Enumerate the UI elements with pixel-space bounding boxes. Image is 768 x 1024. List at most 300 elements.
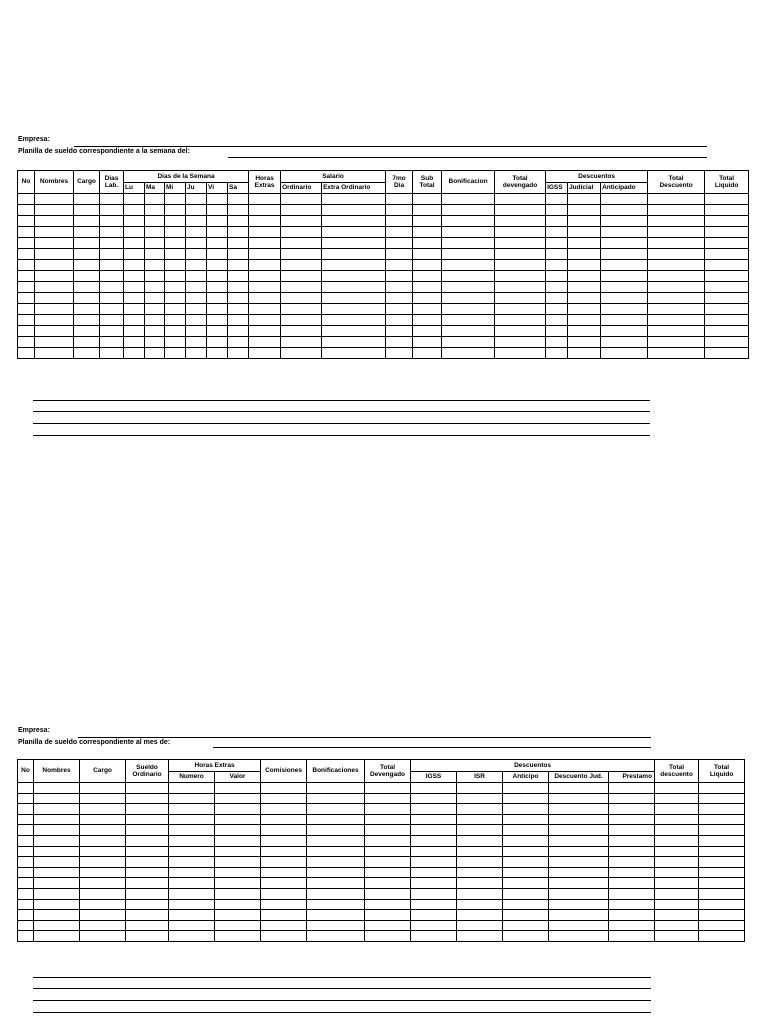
table-cell[interactable] — [549, 910, 609, 921]
table-cell[interactable] — [503, 857, 549, 868]
table-cell[interactable] — [386, 260, 413, 271]
table-cell[interactable] — [457, 814, 503, 825]
table-cell[interactable] — [457, 931, 503, 942]
table-cell[interactable] — [34, 910, 80, 921]
table-cell[interactable] — [100, 227, 124, 238]
table-cell[interactable] — [609, 899, 655, 910]
table-cell[interactable] — [411, 835, 457, 846]
table-cell[interactable] — [601, 205, 648, 216]
table-cell[interactable] — [35, 216, 74, 227]
table-cell[interactable] — [249, 260, 281, 271]
table-cell[interactable] — [126, 910, 169, 921]
table-cell[interactable] — [322, 260, 386, 271]
table-cell[interactable] — [457, 899, 503, 910]
table-cell[interactable] — [100, 282, 124, 293]
table-cell[interactable] — [503, 804, 549, 815]
table-cell[interactable] — [261, 846, 307, 857]
table-cell[interactable] — [442, 260, 495, 271]
table-cell[interactable] — [386, 238, 413, 249]
table-cell[interactable] — [386, 348, 413, 359]
table-cell[interactable] — [74, 304, 100, 315]
table-cell[interactable] — [307, 846, 365, 857]
table-cell[interactable] — [495, 337, 546, 348]
table-cell[interactable] — [705, 348, 749, 359]
table-cell[interactable] — [165, 304, 186, 315]
table-cell[interactable] — [228, 205, 249, 216]
table-cell[interactable] — [165, 227, 186, 238]
table-cell[interactable] — [411, 899, 457, 910]
table-cell[interactable] — [124, 315, 145, 326]
table-cell[interactable] — [546, 205, 568, 216]
table-cell[interactable] — [215, 846, 261, 857]
table-cell[interactable] — [228, 348, 249, 359]
table-cell[interactable] — [546, 271, 568, 282]
table-cell[interactable] — [281, 194, 322, 205]
table-cell[interactable] — [546, 282, 568, 293]
table-cell[interactable] — [568, 227, 601, 238]
table-cell[interactable] — [74, 260, 100, 271]
table-cell[interactable] — [165, 249, 186, 260]
table-cell[interactable] — [601, 227, 648, 238]
table-cell[interactable] — [546, 249, 568, 260]
table-cell[interactable] — [609, 910, 655, 921]
table-cell[interactable] — [186, 271, 207, 282]
table-cell[interactable] — [18, 825, 34, 836]
table-cell[interactable] — [705, 326, 749, 337]
table-cell[interactable] — [609, 814, 655, 825]
table-cell[interactable] — [365, 814, 411, 825]
table-cell[interactable] — [503, 783, 549, 794]
table-cell[interactable] — [495, 315, 546, 326]
table-cell[interactable] — [124, 348, 145, 359]
table-cell[interactable] — [35, 337, 74, 348]
table-cell[interactable] — [34, 835, 80, 846]
table-cell[interactable] — [655, 920, 699, 931]
table-cell[interactable] — [34, 920, 80, 931]
table-cell[interactable] — [568, 315, 601, 326]
table-cell[interactable] — [249, 271, 281, 282]
table-cell[interactable] — [549, 825, 609, 836]
table-cell[interactable] — [261, 825, 307, 836]
table-cell[interactable] — [100, 293, 124, 304]
table-cell[interactable] — [546, 260, 568, 271]
table-cell[interactable] — [145, 216, 165, 227]
monthly-notes-line[interactable] — [33, 988, 651, 989]
table-cell[interactable] — [648, 348, 705, 359]
table-cell[interactable] — [503, 899, 549, 910]
table-cell[interactable] — [705, 205, 749, 216]
table-cell[interactable] — [261, 857, 307, 868]
table-cell[interactable] — [18, 249, 35, 260]
table-cell[interactable] — [186, 249, 207, 260]
table-cell[interactable] — [495, 304, 546, 315]
table-cell[interactable] — [100, 304, 124, 315]
table-cell[interactable] — [648, 304, 705, 315]
table-cell[interactable] — [186, 348, 207, 359]
table-cell[interactable] — [648, 260, 705, 271]
table-cell[interactable] — [307, 888, 365, 899]
table-cell[interactable] — [655, 867, 699, 878]
table-cell[interactable] — [249, 348, 281, 359]
table-cell[interactable] — [495, 271, 546, 282]
table-cell[interactable] — [126, 857, 169, 868]
table-cell[interactable] — [169, 867, 215, 878]
table-cell[interactable] — [457, 878, 503, 889]
table-cell[interactable] — [215, 910, 261, 921]
table-cell[interactable] — [503, 910, 549, 921]
table-cell[interactable] — [18, 304, 35, 315]
table-cell[interactable] — [495, 227, 546, 238]
table-cell[interactable] — [186, 260, 207, 271]
table-cell[interactable] — [145, 260, 165, 271]
table-cell[interactable] — [457, 783, 503, 794]
table-cell[interactable] — [655, 783, 699, 794]
table-cell[interactable] — [281, 249, 322, 260]
table-cell[interactable] — [457, 910, 503, 921]
table-cell[interactable] — [100, 249, 124, 260]
table-cell[interactable] — [648, 293, 705, 304]
table-cell[interactable] — [169, 804, 215, 815]
table-cell[interactable] — [648, 227, 705, 238]
table-cell[interactable] — [307, 910, 365, 921]
table-cell[interactable] — [80, 783, 126, 794]
table-cell[interactable] — [18, 282, 35, 293]
table-cell[interactable] — [705, 260, 749, 271]
table-cell[interactable] — [601, 315, 648, 326]
table-cell[interactable] — [261, 793, 307, 804]
table-cell[interactable] — [442, 326, 495, 337]
table-cell[interactable] — [411, 931, 457, 942]
table-cell[interactable] — [322, 271, 386, 282]
table-cell[interactable] — [503, 825, 549, 836]
table-cell[interactable] — [249, 326, 281, 337]
table-cell[interactable] — [655, 835, 699, 846]
table-cell[interactable] — [503, 888, 549, 899]
table-cell[interactable] — [442, 293, 495, 304]
table-cell[interactable] — [186, 304, 207, 315]
table-cell[interactable] — [495, 249, 546, 260]
table-cell[interactable] — [609, 931, 655, 942]
table-cell[interactable] — [365, 910, 411, 921]
table-cell[interactable] — [386, 293, 413, 304]
table-cell[interactable] — [655, 846, 699, 857]
table-cell[interactable] — [413, 337, 442, 348]
table-cell[interactable] — [655, 804, 699, 815]
table-cell[interactable] — [386, 216, 413, 227]
table-cell[interactable] — [126, 825, 169, 836]
table-cell[interactable] — [165, 326, 186, 337]
table-cell[interactable] — [145, 304, 165, 315]
table-cell[interactable] — [228, 293, 249, 304]
table-cell[interactable] — [249, 282, 281, 293]
table-cell[interactable] — [281, 337, 322, 348]
table-cell[interactable] — [549, 804, 609, 815]
table-cell[interactable] — [165, 216, 186, 227]
table-cell[interactable] — [215, 920, 261, 931]
table-cell[interactable] — [609, 857, 655, 868]
table-cell[interactable] — [411, 910, 457, 921]
table-cell[interactable] — [124, 282, 145, 293]
table-cell[interactable] — [74, 194, 100, 205]
table-cell[interactable] — [442, 304, 495, 315]
table-cell[interactable] — [413, 205, 442, 216]
table-cell[interactable] — [34, 899, 80, 910]
table-cell[interactable] — [74, 282, 100, 293]
table-cell[interactable] — [457, 846, 503, 857]
table-cell[interactable] — [457, 857, 503, 868]
table-cell[interactable] — [186, 194, 207, 205]
table-cell[interactable] — [145, 238, 165, 249]
table-cell[interactable] — [261, 814, 307, 825]
table-cell[interactable] — [18, 293, 35, 304]
table-cell[interactable] — [699, 825, 745, 836]
table-cell[interactable] — [145, 282, 165, 293]
table-cell[interactable] — [34, 888, 80, 899]
table-cell[interactable] — [35, 205, 74, 216]
table-cell[interactable] — [74, 326, 100, 337]
table-cell[interactable] — [249, 249, 281, 260]
table-cell[interactable] — [365, 825, 411, 836]
table-cell[interactable] — [413, 348, 442, 359]
table-cell[interactable] — [207, 249, 228, 260]
table-cell[interactable] — [145, 293, 165, 304]
table-cell[interactable] — [705, 194, 749, 205]
table-cell[interactable] — [215, 793, 261, 804]
table-cell[interactable] — [609, 867, 655, 878]
table-cell[interactable] — [442, 337, 495, 348]
table-cell[interactable] — [186, 315, 207, 326]
table-cell[interactable] — [215, 835, 261, 846]
table-cell[interactable] — [411, 793, 457, 804]
table-cell[interactable] — [207, 271, 228, 282]
table-cell[interactable] — [261, 931, 307, 942]
table-cell[interactable] — [35, 282, 74, 293]
table-cell[interactable] — [503, 835, 549, 846]
table-cell[interactable] — [228, 216, 249, 227]
table-cell[interactable] — [207, 282, 228, 293]
table-cell[interactable] — [442, 348, 495, 359]
table-cell[interactable] — [100, 216, 124, 227]
table-cell[interactable] — [35, 238, 74, 249]
table-cell[interactable] — [568, 304, 601, 315]
table-cell[interactable] — [215, 878, 261, 889]
table-cell[interactable] — [126, 783, 169, 794]
table-cell[interactable] — [609, 846, 655, 857]
table-cell[interactable] — [80, 910, 126, 921]
table-cell[interactable] — [124, 194, 145, 205]
table-cell[interactable] — [549, 793, 609, 804]
table-cell[interactable] — [207, 227, 228, 238]
table-cell[interactable] — [601, 326, 648, 337]
table-cell[interactable] — [699, 931, 745, 942]
table-cell[interactable] — [549, 920, 609, 931]
table-cell[interactable] — [601, 194, 648, 205]
table-cell[interactable] — [169, 825, 215, 836]
table-cell[interactable] — [100, 348, 124, 359]
table-cell[interactable] — [281, 315, 322, 326]
table-cell[interactable] — [365, 857, 411, 868]
table-cell[interactable] — [126, 920, 169, 931]
table-cell[interactable] — [648, 282, 705, 293]
table-cell[interactable] — [549, 835, 609, 846]
table-cell[interactable] — [186, 293, 207, 304]
table-cell[interactable] — [124, 304, 145, 315]
table-cell[interactable] — [386, 205, 413, 216]
table-cell[interactable] — [18, 899, 34, 910]
table-cell[interactable] — [215, 867, 261, 878]
table-cell[interactable] — [601, 271, 648, 282]
table-cell[interactable] — [249, 293, 281, 304]
weekly-notes-line[interactable] — [33, 423, 650, 424]
weekly-period-line[interactable] — [228, 157, 707, 158]
table-cell[interactable] — [261, 888, 307, 899]
table-cell[interactable] — [648, 337, 705, 348]
monthly-company-line[interactable] — [78, 737, 651, 738]
table-cell[interactable] — [609, 878, 655, 889]
table-cell[interactable] — [705, 227, 749, 238]
table-cell[interactable] — [74, 348, 100, 359]
table-cell[interactable] — [386, 194, 413, 205]
table-cell[interactable] — [18, 194, 35, 205]
table-cell[interactable] — [705, 304, 749, 315]
table-cell[interactable] — [648, 205, 705, 216]
table-cell[interactable] — [80, 835, 126, 846]
table-cell[interactable] — [261, 878, 307, 889]
table-cell[interactable] — [411, 846, 457, 857]
table-cell[interactable] — [34, 931, 80, 942]
table-cell[interactable] — [307, 804, 365, 815]
table-cell[interactable] — [35, 271, 74, 282]
table-cell[interactable] — [699, 846, 745, 857]
table-cell[interactable] — [228, 304, 249, 315]
table-cell[interactable] — [169, 857, 215, 868]
table-cell[interactable] — [34, 867, 80, 878]
table-cell[interactable] — [705, 293, 749, 304]
table-cell[interactable] — [495, 205, 546, 216]
table-cell[interactable] — [495, 238, 546, 249]
table-cell[interactable] — [169, 910, 215, 921]
table-cell[interactable] — [34, 825, 80, 836]
table-cell[interactable] — [495, 293, 546, 304]
table-cell[interactable] — [411, 804, 457, 815]
table-cell[interactable] — [34, 804, 80, 815]
table-cell[interactable] — [442, 194, 495, 205]
table-cell[interactable] — [601, 293, 648, 304]
table-cell[interactable] — [169, 814, 215, 825]
table-cell[interactable] — [411, 825, 457, 836]
table-cell[interactable] — [413, 260, 442, 271]
table-cell[interactable] — [228, 282, 249, 293]
table-cell[interactable] — [100, 260, 124, 271]
table-cell[interactable] — [215, 888, 261, 899]
table-cell[interactable] — [442, 249, 495, 260]
table-cell[interactable] — [18, 835, 34, 846]
table-cell[interactable] — [442, 216, 495, 227]
table-cell[interactable] — [549, 899, 609, 910]
table-cell[interactable] — [34, 878, 80, 889]
table-cell[interactable] — [365, 783, 411, 794]
table-cell[interactable] — [322, 227, 386, 238]
table-cell[interactable] — [145, 271, 165, 282]
table-cell[interactable] — [169, 920, 215, 931]
table-cell[interactable] — [207, 205, 228, 216]
table-cell[interactable] — [249, 194, 281, 205]
table-cell[interactable] — [169, 888, 215, 899]
table-cell[interactable] — [413, 293, 442, 304]
table-cell[interactable] — [413, 304, 442, 315]
table-cell[interactable] — [568, 293, 601, 304]
table-cell[interactable] — [261, 920, 307, 931]
table-cell[interactable] — [169, 783, 215, 794]
table-cell[interactable] — [503, 920, 549, 931]
table-cell[interactable] — [80, 867, 126, 878]
table-cell[interactable] — [648, 249, 705, 260]
table-cell[interactable] — [124, 293, 145, 304]
table-cell[interactable] — [699, 835, 745, 846]
table-cell[interactable] — [145, 227, 165, 238]
table-cell[interactable] — [365, 867, 411, 878]
table-cell[interactable] — [655, 931, 699, 942]
table-cell[interactable] — [495, 282, 546, 293]
table-cell[interactable] — [35, 260, 74, 271]
table-cell[interactable] — [699, 920, 745, 931]
table-cell[interactable] — [699, 910, 745, 921]
table-cell[interactable] — [18, 337, 35, 348]
weekly-notes-line[interactable] — [33, 435, 650, 436]
table-cell[interactable] — [503, 867, 549, 878]
table-cell[interactable] — [386, 315, 413, 326]
table-cell[interactable] — [601, 282, 648, 293]
table-cell[interactable] — [549, 867, 609, 878]
table-cell[interactable] — [322, 348, 386, 359]
table-cell[interactable] — [74, 271, 100, 282]
table-cell[interactable] — [281, 282, 322, 293]
table-cell[interactable] — [546, 304, 568, 315]
table-cell[interactable] — [411, 888, 457, 899]
table-cell[interactable] — [655, 814, 699, 825]
table-cell[interactable] — [215, 825, 261, 836]
table-cell[interactable] — [18, 783, 34, 794]
table-cell[interactable] — [365, 835, 411, 846]
table-cell[interactable] — [145, 337, 165, 348]
table-cell[interactable] — [249, 304, 281, 315]
table-cell[interactable] — [18, 326, 35, 337]
table-cell[interactable] — [413, 282, 442, 293]
table-cell[interactable] — [457, 867, 503, 878]
table-cell[interactable] — [699, 804, 745, 815]
table-cell[interactable] — [549, 846, 609, 857]
table-cell[interactable] — [413, 216, 442, 227]
table-cell[interactable] — [80, 920, 126, 931]
table-cell[interactable] — [126, 804, 169, 815]
table-cell[interactable] — [655, 857, 699, 868]
table-cell[interactable] — [386, 249, 413, 260]
table-cell[interactable] — [568, 216, 601, 227]
table-cell[interactable] — [307, 857, 365, 868]
table-cell[interactable] — [546, 315, 568, 326]
table-cell[interactable] — [601, 348, 648, 359]
table-cell[interactable] — [165, 260, 186, 271]
table-cell[interactable] — [169, 835, 215, 846]
table-cell[interactable] — [609, 920, 655, 931]
table-cell[interactable] — [413, 238, 442, 249]
table-cell[interactable] — [186, 337, 207, 348]
table-cell[interactable] — [568, 337, 601, 348]
table-cell[interactable] — [413, 315, 442, 326]
table-cell[interactable] — [705, 271, 749, 282]
table-cell[interactable] — [186, 238, 207, 249]
table-cell[interactable] — [18, 878, 34, 889]
